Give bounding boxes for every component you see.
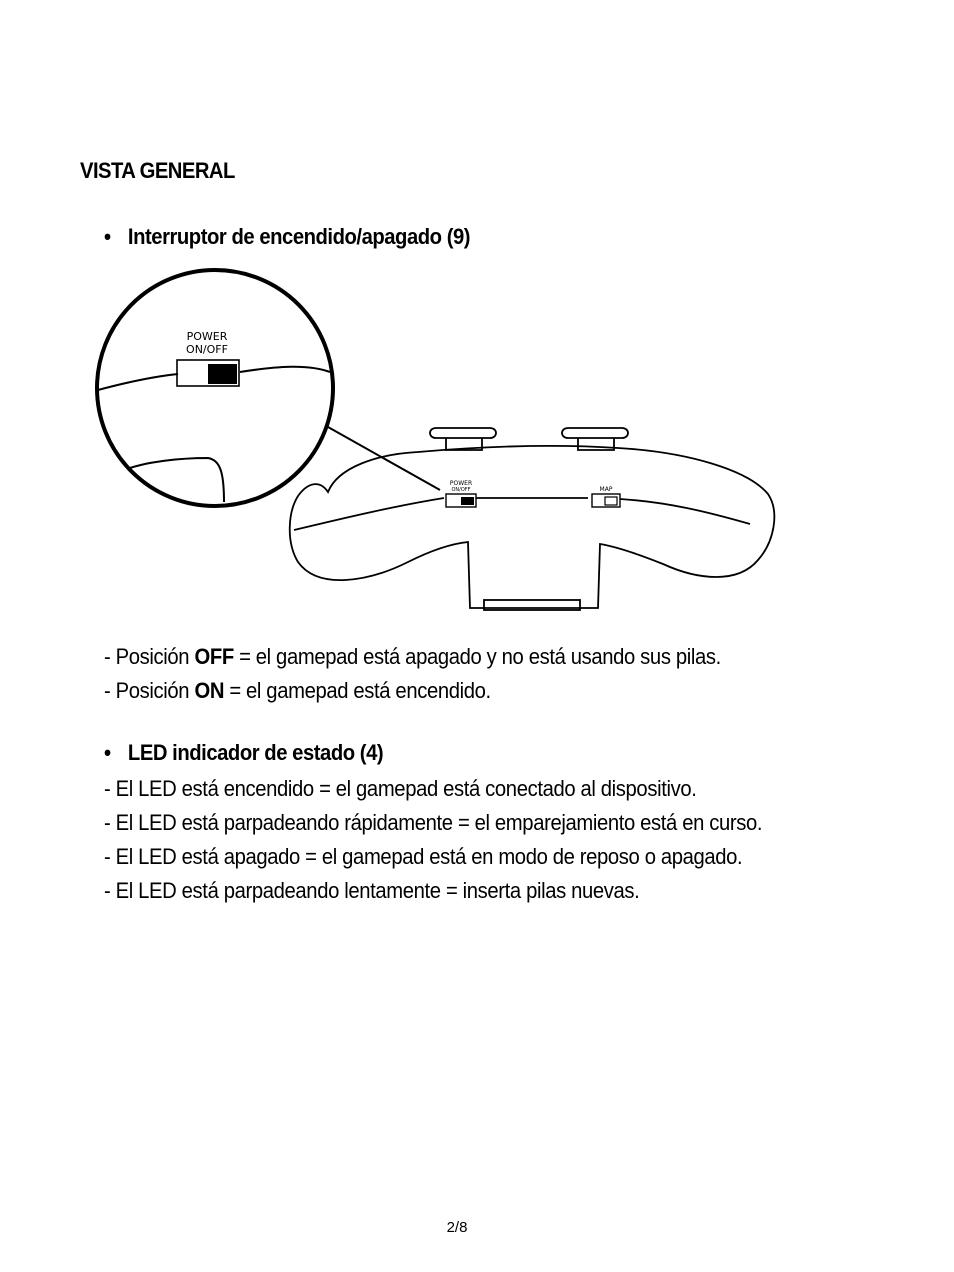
bullet-icon: • [104,224,111,249]
power-on-line: - Posición ON = el gamepad está encendido. [104,678,491,703]
map-switch-label: MAP [599,486,613,493]
led-line: - El LED está encendido = el gamepad está conectado al dispositivo. [104,776,697,801]
led-line: - El LED está parpadeando lentamente = inserta pilas nuevas. [104,878,640,903]
left-shoulder-button [430,428,496,438]
power-off-line: - Posición OFF = el gamepad está apagado y no está usando sus pilas. [104,644,721,669]
page-number: 2/8 [446,1219,468,1236]
led-line: - El LED está apagado = el gamepad está en modo de reposo o apagado. [104,844,743,869]
led-heading [104,740,383,766]
power-switch-label-line2: ON/OFF [451,487,471,493]
power-switch-title: Interruptor de encendido/apagado (9) [127,224,471,249]
zoom-switch-label-line1: POWER [186,330,228,343]
zoom-switch-label-line2: ON/OFF [186,343,228,356]
right-shoulder-button [562,428,628,438]
section-heading: VISTA GENERAL [80,158,235,183]
power-switch-heading [104,224,470,250]
bullet-icon: • [104,740,111,765]
gamepad-body [290,446,775,608]
power-switch-slider [461,497,474,505]
gamepad-diagram [88,262,788,622]
led-title: LED indicador de estado (4) [127,740,384,765]
leader-line [328,427,440,490]
power-switch-label-line1: POWER [449,480,473,487]
led-line: - El LED está parpadeando rápidamente = el emparejamiento está en curso. [104,810,763,835]
zoom-circle [97,270,333,506]
zoom-switch-slider [208,364,237,384]
